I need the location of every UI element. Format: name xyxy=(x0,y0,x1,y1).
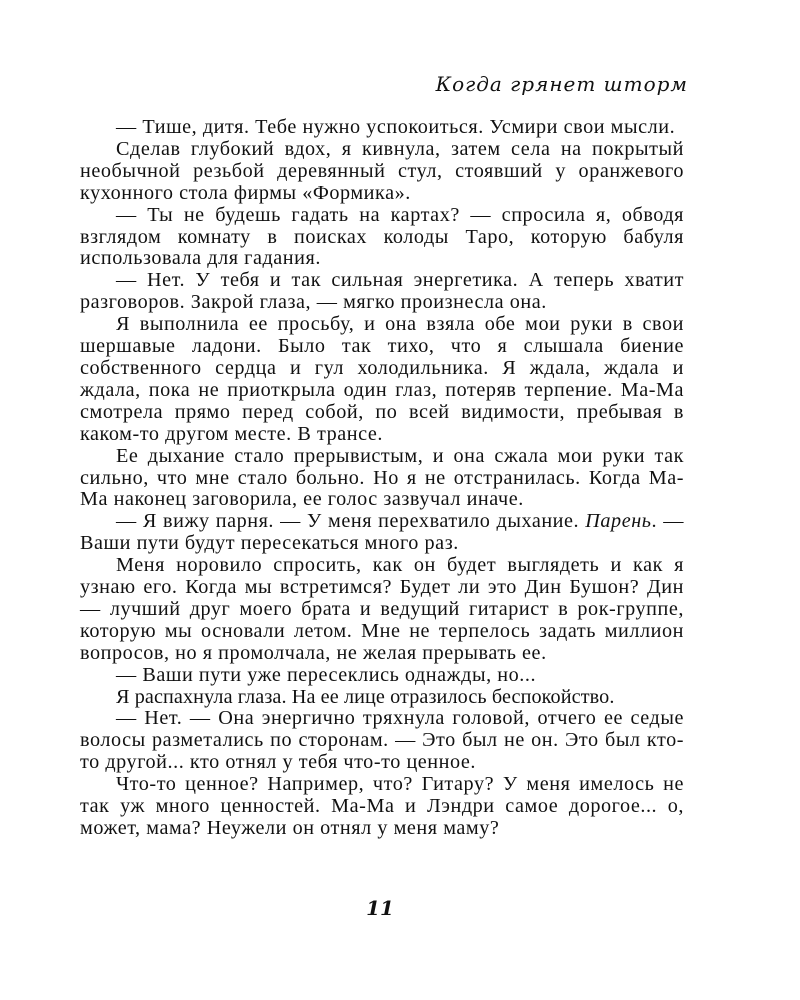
paragraph-text: . — Ваши пути будут пересекаться много раз. xyxy=(80,510,684,555)
paragraph: — Нет. У тебя и так сильная энергетика. А теперь хватит разговоров. Закрой глаза, — мягко произнесла она. xyxy=(80,269,684,314)
paragraph: Сделав глубокий вдох, я кивнула, затем села на покрытый необычной резьбой деревянный стул, стоявший у оранжевого кухонного стола фирмы «Формика». xyxy=(80,137,684,204)
body-text xyxy=(80,117,684,840)
paragraph: Я выполнила ее просьбу, и она взяла обе мои руки в свои шершавые ладони. Было так тихо, что я слышала биение собственного сердца и гул холодильника. Я ждала, ждала и ждала, пока не приоткрыла один глаз, потеряв терпение. Ма-Ма смотрела прямо перед собой, по всей видимости, пребывая в каком-то другом месте. В трансе. xyxy=(80,313,684,445)
paragraph: Ее дыхание стало прерывистым, и она сжала мои руки так сильно, что мне стало больно. Но я не отстранилась. Когда Ма-Ма наконец заговорила, ее голос зазвучал иначе. xyxy=(80,444,684,511)
paragraph-text: — Я вижу парня. — У меня перехватило дыхание. xyxy=(116,510,586,533)
paragraph: — Ты не будешь гадать на картах? — спросила я, обводя взглядом комнату в поисках колоды Таро, которую бабуля использовала для гадания. xyxy=(80,203,684,270)
paragraph xyxy=(80,511,684,555)
paragraph: Что-то ценное? Например, что? Гитару? У меня имелось не так уж много ценностей. Ма-Ма и Лэндри самое дорогое... о, может, мама? Неужели он отнял у меня маму? xyxy=(80,773,684,839)
italic-emphasis: Парень xyxy=(585,510,652,533)
paragraph: — Ваши пути уже пересеклись однажды, но... xyxy=(116,663,537,686)
paragraph: Меня норовило спросить, как он будет выглядеть и как я узнаю его. Когда мы встретимся? Будет ли это Дин Бушон? Дин — лучший друг моего брата и ведущий гитарист в рок-группе, которую мы основали летом. Мне не терпелось задать миллион вопросов, но я промолчала, не желая прерывать ее. xyxy=(80,554,684,664)
paragraph: — Нет. — Она энергично тряхнула головой, отчего ее седые волосы разметались по сторонам. — Это был не он. Это был кто-то другой... кто отнял у тебя что-то ценное. xyxy=(80,707,684,774)
paragraph: — Тише, дитя. Тебе нужно успокоиться. Усмири свои мысли. xyxy=(116,116,676,138)
paragraph: Я распахнула глаза. На ее лице отразилось беспокойство. xyxy=(116,685,615,708)
page-number: 11 xyxy=(366,896,394,920)
running-header: Когда грянет шторм xyxy=(435,72,688,96)
